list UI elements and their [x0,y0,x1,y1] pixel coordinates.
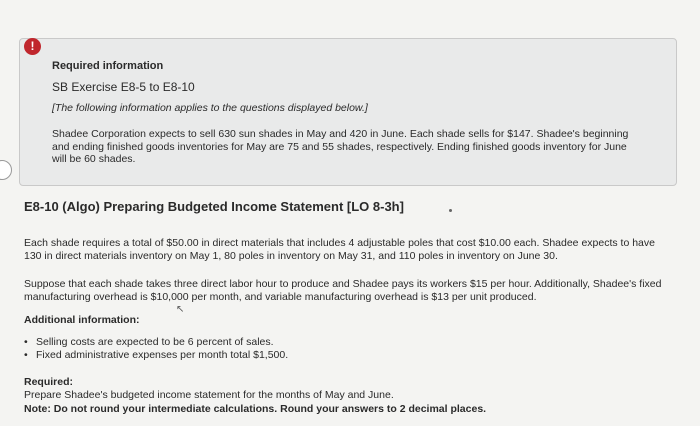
materials-paragraph: Each shade requires a total of $50.00 in direct materials that includes 4 adjustable poles that cost $10.00 each. Shadee expects to have 130 in direct materials inventory on May 1, 80 poles in inventory on May 31, and 110 poles in inventory on June 30. [24,237,655,262]
info-body: Shadee Corporation expects to sell 630 sun shades in May and 420 in June. Each shade sells for $147. Shadee's beginning and ending finished goods inventories for May are 75 and 55 shades, respectively. Ending finished goods inventory for June will be 60 shades. [52,128,629,165]
info-title: Required information [52,60,164,72]
additional-info-list [24,336,288,362]
labor-overhead-paragraph: Suppose that each shade takes three direct labor hour to produce and Shadee pays its workers $15 per hour. Additionally, Shadee's fixed manufacturing overhead is $10,000 per month, and variable manufacturing overhead is $13 per unit produced. [24,278,662,303]
list-item: • Fixed administrative expenses per month total $1,500. [24,349,288,362]
decorative-dot [449,209,452,212]
mouse-cursor-icon: ↖ [176,304,185,315]
list-item: • Selling costs are expected to be 6 percent of sales. [24,336,288,349]
alert-icon: ! [24,38,41,55]
required-text: Prepare Shadee's budgeted income statement for the months of May and June. [24,389,394,401]
rounding-note: Note: Do not round your intermediate calculations. Round your answers to 2 decimal places. [24,403,487,415]
exercise-heading: E8-10 (Algo) Preparing Budgeted Income Statement [LO 8-3h] [24,199,404,214]
previous-nav-button[interactable] [0,160,12,180]
additional-info-heading: Additional information: [24,314,140,326]
info-subtitle: SB Exercise E8-5 to E8-10 [52,80,195,94]
info-note: [The following information applies to the questions displayed below.] [52,102,368,114]
required-heading: Required: [24,376,74,388]
